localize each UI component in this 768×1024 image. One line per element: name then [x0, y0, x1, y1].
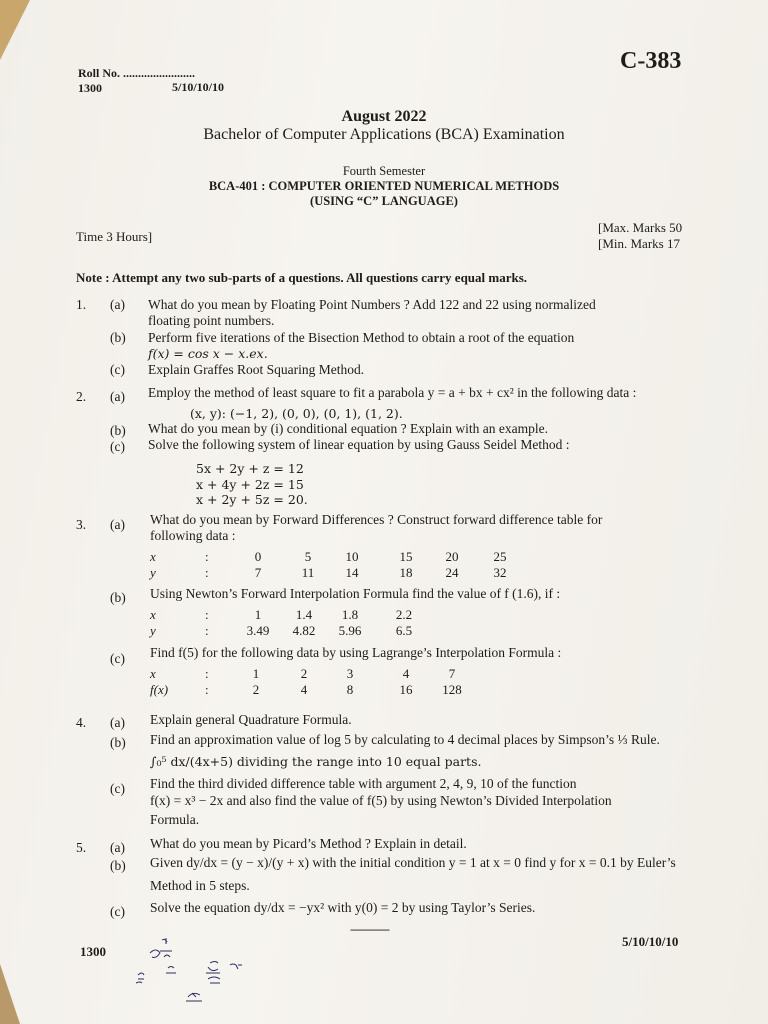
q5a-label: (a)	[110, 840, 125, 855]
q4a-text: Explain general Quadrature Formula.	[150, 712, 352, 727]
roll-number-label: Roll No. ........................	[78, 66, 195, 80]
table-cell: 1.8	[341, 607, 359, 622]
q4c-text: Find the third divided difference table with argument 2, 4, 9, 10 of the function	[150, 776, 577, 791]
table-cell: 15	[399, 549, 413, 564]
table-row	[150, 623, 450, 639]
q1a-text-cont: floating point numbers.	[148, 313, 275, 328]
q2c-equation-3: x + 2y + 5z = 20.	[196, 492, 308, 507]
min-marks: [Min. Marks 17	[598, 236, 680, 251]
table-cell: 6.5	[395, 623, 413, 638]
q2c-text: Solve the following system of linear equation by using Gauss Seidel Method :	[148, 437, 570, 452]
table-row	[150, 682, 470, 698]
table-cell: 20	[445, 549, 459, 564]
handwritten-scribble	[130, 935, 290, 1005]
q1-number: 1.	[76, 297, 87, 312]
course-subtitle: (USING “C” LANGUAGE)	[310, 194, 458, 208]
table-cell: 2	[252, 682, 260, 697]
paper-series: 5/10/10/10	[172, 80, 225, 94]
table-cell: 11	[301, 565, 315, 580]
table-cell: 4.82	[292, 623, 316, 638]
table-row	[150, 565, 530, 581]
colon: :	[205, 607, 209, 622]
q4b-text: Find an approximation value of log 5 by calculating to 4 decimal places by Simpson’s ⅓ Rule.	[150, 732, 660, 747]
q4a-label: (a)	[110, 715, 125, 730]
q2-number: 2.	[76, 389, 87, 404]
q1b-label: (b)	[110, 330, 126, 345]
q3c-label: (c)	[110, 651, 125, 666]
table-cell: 4	[300, 682, 308, 697]
q3a-data-table	[150, 549, 530, 581]
q4c-text-cont: f(x) = x³ − 2x and also find the value of f(5) by using Newton’s Divided Interpolation	[150, 793, 612, 808]
q1a-text: What do you mean by Floating Point Numbers ? Add 122 and 22 using normalized	[148, 297, 596, 312]
q3b-label: (b)	[110, 590, 126, 605]
time-allowed: Time 3 Hours]	[76, 229, 153, 244]
table-cell: 24	[445, 565, 459, 580]
paper-code: C-383	[620, 48, 682, 74]
q3-number: 3.	[76, 517, 87, 532]
table-cell: 5.96	[338, 623, 362, 638]
q4-number: 4.	[76, 715, 87, 730]
q2a-data: (x, y): (−1, 2), (0, 0), (0, 1), (1, 2).	[190, 406, 403, 421]
q5-number: 5.	[76, 840, 87, 855]
q5c-label: (c)	[110, 904, 125, 919]
table-cell: 1.4	[295, 607, 313, 622]
paper-number: 1300	[78, 81, 102, 95]
background-corner-bottom-left	[0, 964, 20, 1024]
q1a-label: (a)	[110, 297, 125, 312]
q1b-text: Perform five iterations of the Bisection Method to obtain a root of the equation	[148, 330, 575, 345]
footer-paper-number: 1300	[80, 944, 106, 959]
x-label: x	[150, 549, 156, 564]
q1b-equation: f(x) = cos x − x.ex.	[148, 346, 268, 361]
table-cell: 7	[254, 565, 262, 580]
table-cell: 4	[402, 666, 410, 681]
background-corner-top-left	[0, 0, 30, 60]
q4b-label: (b)	[110, 735, 126, 750]
table-cell: 0	[254, 549, 262, 564]
q3a-label: (a)	[110, 517, 125, 532]
semester: Fourth Semester	[342, 164, 426, 178]
table-cell: 3.49	[246, 623, 270, 638]
q3c-data-table	[150, 666, 470, 698]
colon: :	[205, 623, 209, 638]
table-cell: 14	[345, 565, 359, 580]
table-cell: 1	[254, 607, 262, 622]
x-label: x	[150, 607, 156, 622]
y-label: y	[150, 565, 156, 580]
fx-label: f(x)	[150, 682, 169, 697]
table-cell: 7	[448, 666, 456, 681]
table-row	[150, 549, 530, 565]
table-row	[150, 607, 450, 623]
q2c-label: (c)	[110, 439, 125, 454]
table-cell: 5	[304, 549, 312, 564]
x-label: x	[150, 666, 156, 681]
table-cell: 16	[399, 682, 413, 697]
end-rule: -------------	[350, 922, 389, 936]
table-cell: 2	[300, 666, 308, 681]
table-cell: 2.2	[395, 607, 413, 622]
q5c-text: Solve the equation dy/dx = −yx² with y(0) = 2 by using Taylor’s Series.	[150, 900, 536, 915]
table-cell: 3	[346, 666, 354, 681]
instructions-note: Note : Attempt any two sub-parts of a questions. All questions carry equal marks.	[76, 270, 528, 285]
q4c-text-cont-2: Formula.	[150, 812, 200, 827]
q5a-text: What do you mean by Picard’s Method ? Explain in detail.	[150, 836, 467, 851]
table-cell: 18	[399, 565, 413, 580]
q4c-label: (c)	[110, 781, 125, 796]
table-cell: 128	[442, 682, 462, 697]
q2b-label: (b)	[110, 423, 126, 438]
table-cell: 32	[493, 565, 507, 580]
q4b-integral: ∫₀⁵ dx/(4x+5) dividing the range into 10 equal parts.	[150, 754, 482, 769]
q5b-text: Given dy/dx = (y − x)/(y + x) with the initial condition y = 1 at x = 0 find y for x = 0.1 by Euler’s	[150, 855, 676, 870]
q3c-text: Find f(5) for the following data by using Lagrange’s Interpolation Formula :	[150, 645, 562, 660]
q1c-text: Explain Graffes Root Squaring Method.	[148, 362, 365, 377]
max-marks: [Max. Marks 50	[598, 220, 683, 235]
table-cell: 25	[493, 549, 507, 564]
q3a-text-cont: following data :	[150, 528, 236, 543]
course-title: BCA-401 : COMPUTER ORIENTED NUMERICAL METHODS	[208, 179, 560, 193]
table-cell: 1	[252, 666, 260, 681]
q2c-equation-2: x + 4y + 2z = 15	[196, 477, 304, 492]
y-label: y	[150, 623, 156, 638]
footer-series: 5/10/10/10	[622, 934, 679, 949]
q3b-text: Using Newton’s Forward Interpolation Formula find the value of f (1.6), if :	[150, 586, 561, 601]
q2a-text: Employ the method of least square to fit a parabola y = a + bx + cx² in the following data :	[148, 385, 637, 400]
q2c-equation-1: 5x + 2y + z = 12	[196, 461, 304, 476]
colon: :	[205, 682, 209, 697]
colon: :	[205, 666, 209, 681]
exam-session: August 2022	[341, 108, 427, 125]
q3a-text: What do you mean by Forward Differences ? Construct forward difference table for	[150, 512, 603, 527]
exam-title: Bachelor of Computer Applications (BCA) Examination	[203, 126, 565, 143]
q3b-data-table	[150, 607, 450, 639]
colon: :	[205, 549, 209, 564]
table-cell: 8	[346, 682, 354, 697]
table-row	[150, 666, 470, 682]
q2b-text: What do you mean by (i) conditional equation ? Explain with an example.	[148, 421, 549, 436]
q2a-label: (a)	[110, 389, 125, 404]
colon: :	[205, 565, 209, 580]
table-cell: 10	[345, 549, 359, 564]
q5b-text-cont: Method in 5 steps.	[150, 878, 250, 893]
q5b-label: (b)	[110, 858, 126, 873]
q1c-label: (c)	[110, 362, 125, 377]
